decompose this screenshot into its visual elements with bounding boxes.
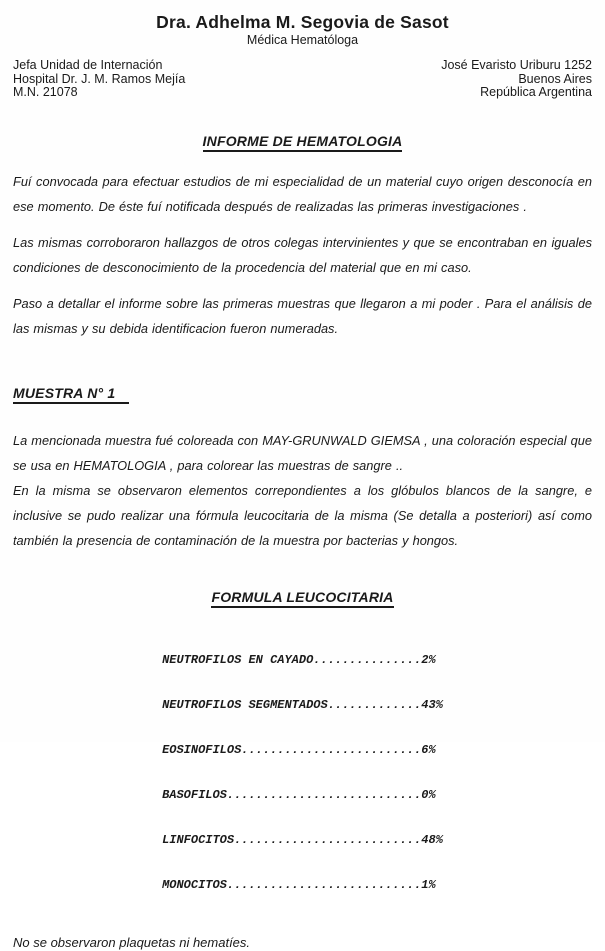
formula-line-basofilos: BASOFILOS...........................0% [162, 787, 436, 802]
intro-paragraph: Paso a detallar el informe sobre las primeras muestras que llegaron a mi poder . Para el análisis de las mismas y su debida identificacion fueron numeradas. [13, 295, 592, 336]
leukocyte-formula-table [162, 623, 443, 923]
letterhead-left-block [13, 59, 185, 100]
formula-title-row [13, 585, 592, 610]
intro-paragraph: Las mismas corroboraron hallazgos de otros colegas intervinientes y que se encontraban en iguales condiciones de desconocimiento de la procedencia del material que en mi caso. [13, 234, 592, 275]
letterhead-hospital-line: Hospital Dr. J. M. Ramos Mejía [13, 71, 186, 86]
formula-line-linfocitos: LINFOCITOS..........................48% [162, 832, 443, 847]
formula-line-neutrofilos-segmentados: NEUTROFILOS SEGMENTADOS.............43% [162, 697, 443, 712]
footnote: No se observaron plaquetas ni hematíes. [13, 934, 251, 950]
sample-paragraph: En la misma se observaron elementos correpondientes a los glóbulos blancos de la sangre, e inclusive se pudo realizar una fórmula leucocitaria de la misma (Se detalla a posteriori) así como también la presencia de contaminación de la muestra por bacterias y hongos. [13, 482, 592, 548]
doctor-specialty-subtitle: Médica Hematóloga [246, 33, 359, 47]
report-title-row [13, 133, 592, 152]
letterhead-address-block [441, 59, 592, 100]
sample-heading-row [13, 381, 592, 406]
report-body [13, 169, 592, 610]
letterhead-position-line: Jefa Unidad de Internación [13, 58, 163, 72]
doctor-name-title: Dra. Adhelma M. Segovia de Sasot [156, 12, 449, 32]
formula-line-eosinofilos: EOSINOFILOS.........................6% [162, 742, 436, 757]
intro-paragraph: Fuí convocada para efectuar estudios de mi especialidad de un material cuyo origen desconocía en ese momento. De éste fuí notificada después de realizadas las primeras investigaciones . [13, 173, 592, 214]
sample-heading: MUESTRA N° 1 [13, 385, 129, 404]
sample-paragraph: La mencionada muestra fué coloreada con MAY-GRUNWALD GIEMSA , una coloración especial que se usa en HEMATOLOGIA , para colorear las muestras de sangre .. [13, 432, 592, 473]
letterhead-country-line: República Argentina [480, 85, 592, 99]
formula-title: FORMULA LEUCOCITARIA [211, 589, 393, 608]
letterhead-city-line: Buenos Aires [518, 71, 592, 86]
sample-paragraphs [13, 428, 592, 553]
formula-line-neutrofilos-cayado: NEUTROFILOS EN CAYADO...............2% [162, 652, 436, 667]
letterhead-license-line: M.N. 21078 [13, 85, 78, 99]
letterhead-info-row [13, 59, 592, 100]
formula-line-monocitos: MONOCITOS...........................1% [162, 877, 436, 892]
letterhead-street-line: José Evaristo Uriburu 1252 [441, 58, 592, 72]
report-title: INFORME DE HEMATOLOGIA [203, 133, 403, 152]
